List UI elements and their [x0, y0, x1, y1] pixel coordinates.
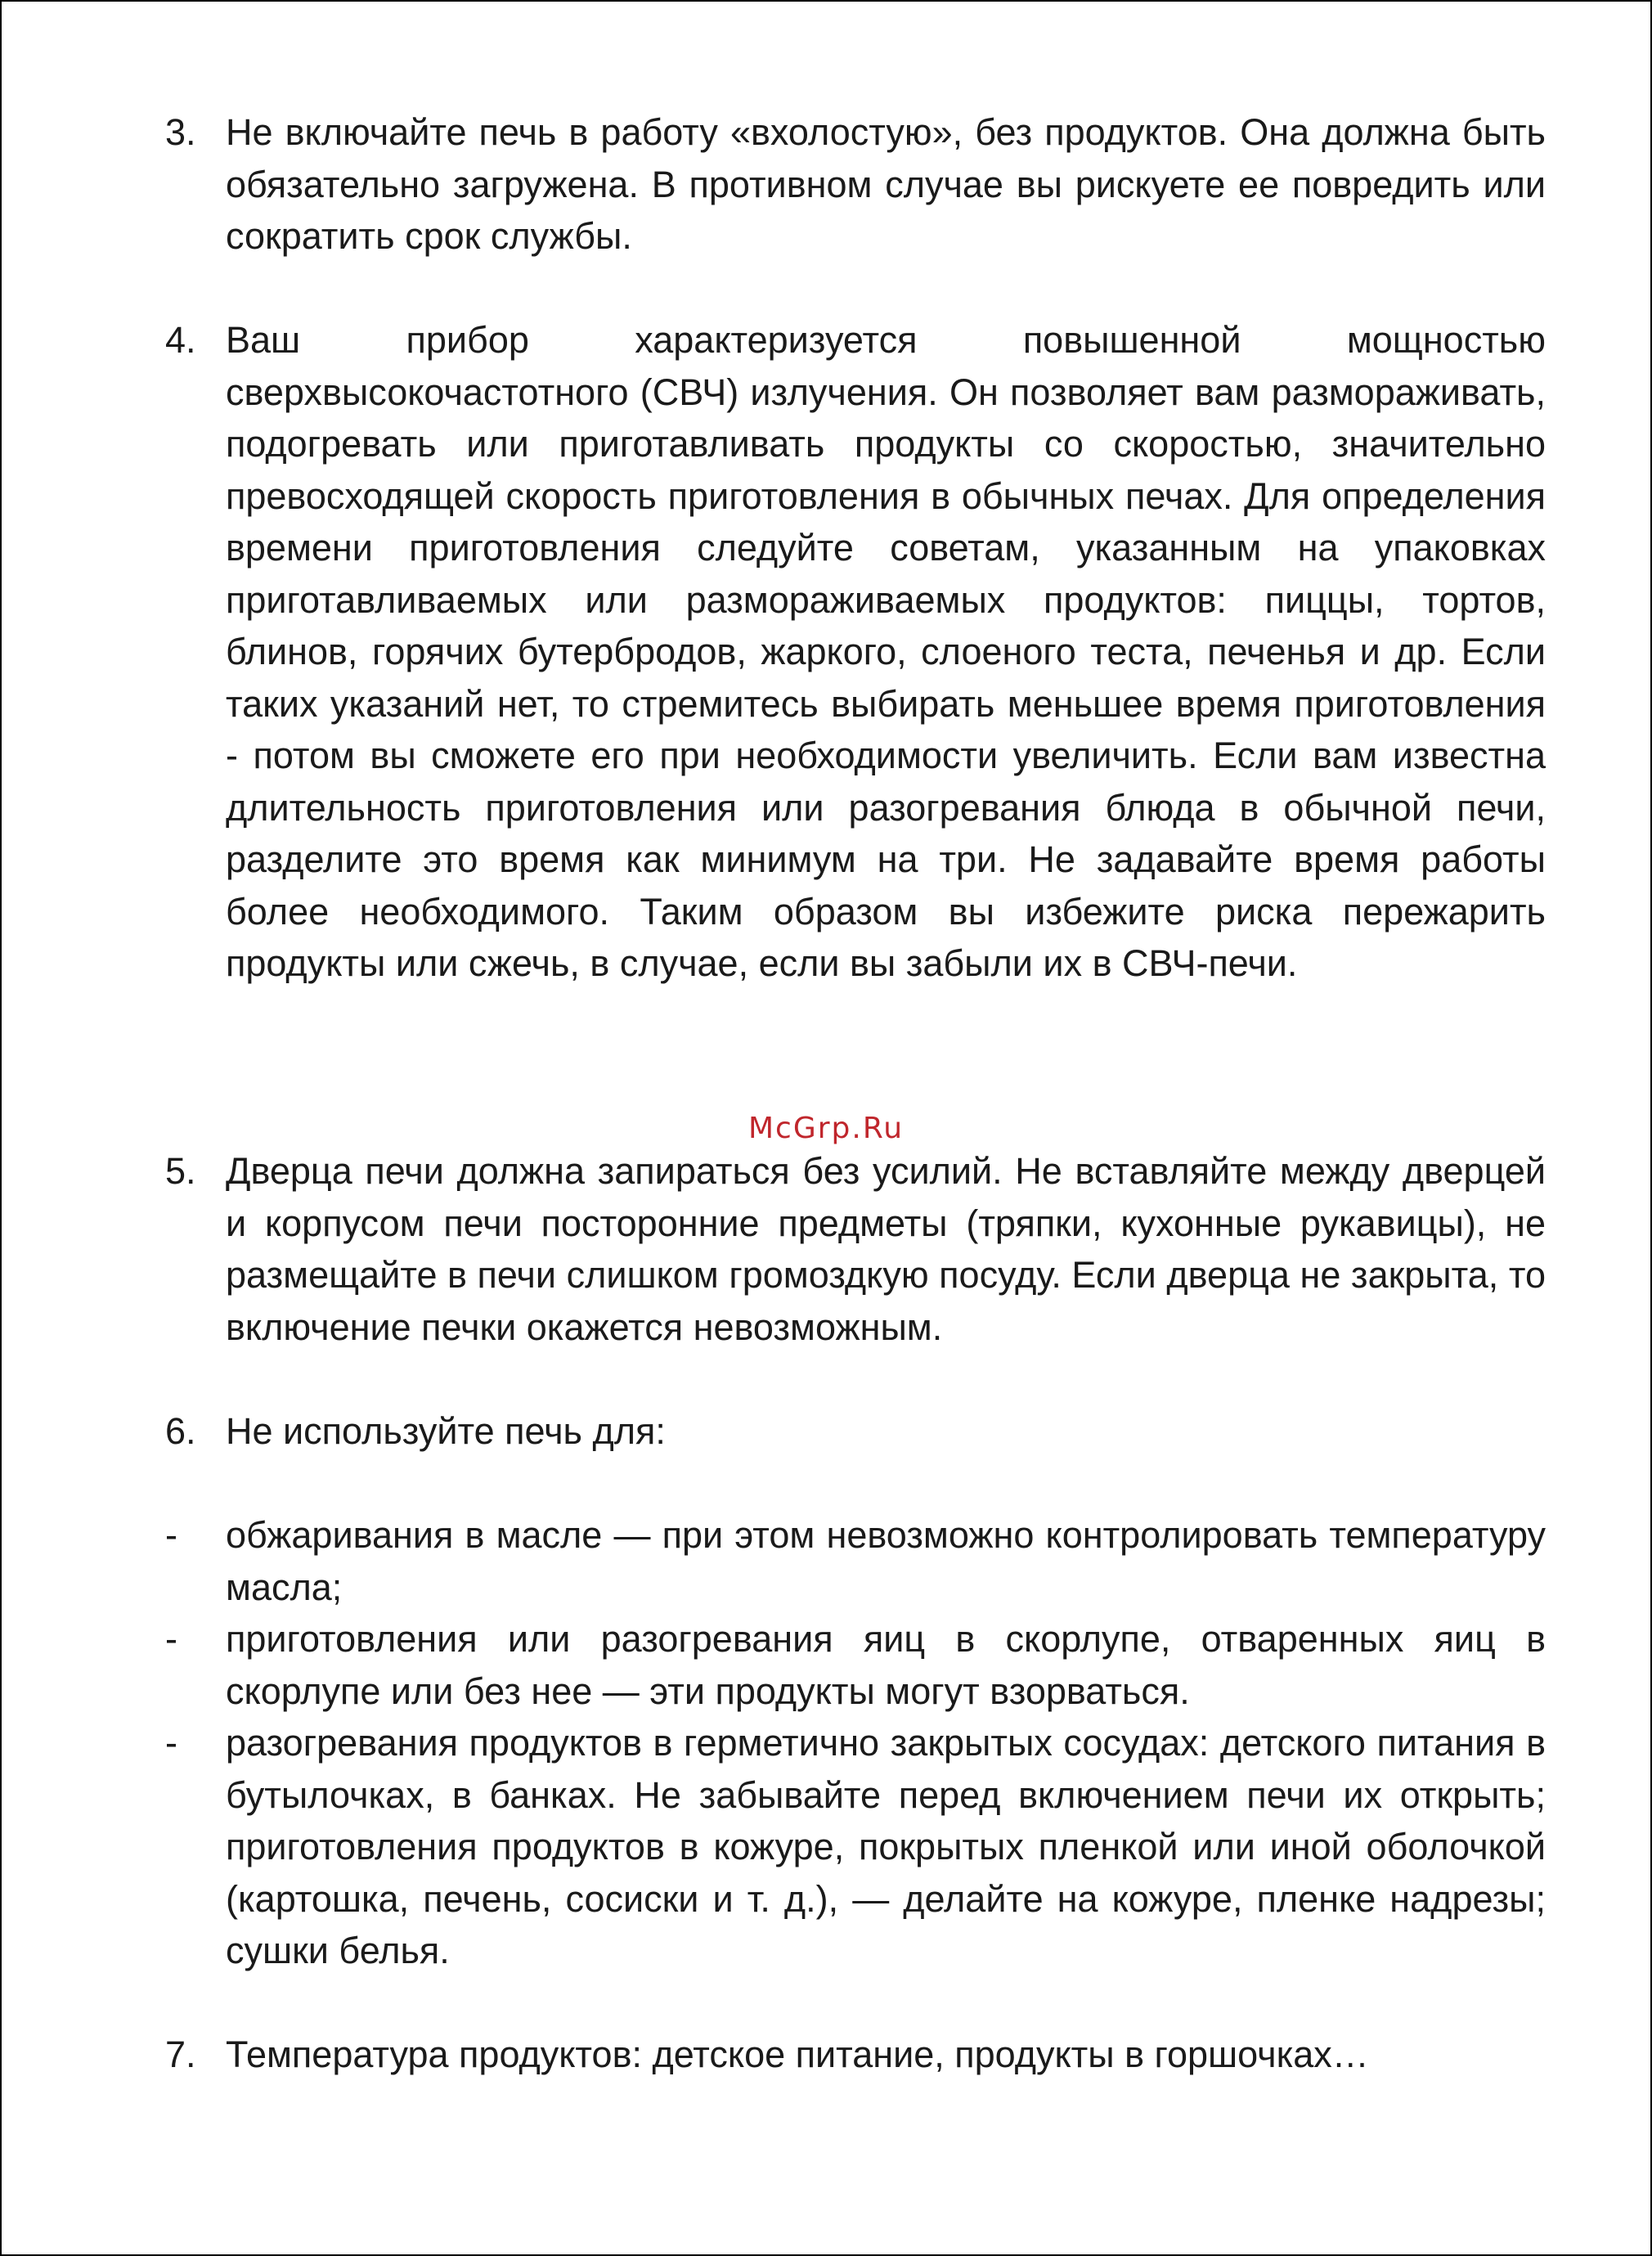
list-number: 7. — [165, 2034, 196, 2075]
list-item-7 — [165, 2029, 1546, 2081]
list-item-3 — [165, 106, 1546, 263]
list-item-text: Температура продуктов: детское питание, продукты в горшочках… — [226, 2034, 1369, 2075]
list-number: 5. — [165, 1150, 196, 1192]
list-item-4 — [165, 314, 1546, 990]
bullet-dash: - — [165, 1618, 177, 1660]
bullet-dash: - — [165, 1722, 177, 1764]
bullet-item-text: приготовления или разогревания яиц в скорлупе, отваренных яиц в скорлупе или без нее — эти продукты могут взорваться. — [226, 1618, 1546, 1712]
list-number: 4. — [165, 319, 196, 361]
list-item-text: Ваш прибор характеризуется повышенной мощностью сверхвысокочастотного (СВЧ) излучения. Он позволяет вам размораживать, подогревать или приготавливать продукты со скоростью, значительно превосходящей скорость приготовления в обычных печах. Для определения времени приготовления следуйте советам, указанным на упаковках приготавливаемых или размораживаемых продуктов: пиццы, тортов, блинов, горячих бутербродов, жаркого, слоеного теста, печенья и др. Если таких указаний нет, то стремитесь выбирать меньшее время приготовления - потом вы сможете его при необходимости увеличить. Если вам известна длительность приготовления или разогревания блюда в обычной печи, разделите это время как минимум на три. Не задавайте время работы более необходимого. Таким образом вы избежите риска пережарить продукты или сжечь, в случае, если вы забыли их в СВЧ-печи. — [226, 319, 1546, 984]
bullet-item-text: разогревания продуктов в герметично закрытых сосудах: детского питания в бутылочках, в банках. Не забывайте перед включением печи их открыть; приготовления продуктов в кожуре, покрытых пленкой или иной оболочкой (картошка, печень, сосиски и т. д.), — делайте на кожуре, пленке надрезы; сушки белья. — [226, 1722, 1546, 1971]
list-number: 3. — [165, 111, 196, 153]
bullet-item-eggs — [165, 1613, 1546, 1717]
list-item-text: Не включайте печь в работу «вхолостую», без продуктов. Она должна быть обязательно загружена. В противном случае вы рискуете ее повредить или сократить срок службы. — [226, 111, 1546, 257]
list-number: 6. — [165, 1410, 196, 1452]
list-item-5 — [165, 1145, 1546, 1353]
bullet-item-text: обжаривания в масле — при этом невозможно контролировать температуру масла; — [226, 1514, 1546, 1608]
list-item-text: Дверца печи должна запираться без усилий. Не вставляйте между дверцей и корпусом печи посторонние предметы (тряпки, кухонные рукавицы), не размещайте в печи слишком громоздкую посуду. Если дверца не закрыта, то включение печки окажется невозможным. — [226, 1150, 1546, 1348]
watermark: McGrp.Ru — [747, 1112, 905, 1145]
list-item-6 — [165, 1405, 1546, 1458]
bullet-item-sealed — [165, 1717, 1546, 1977]
bullet-item-frying — [165, 1509, 1546, 1613]
bullet-dash: - — [165, 1514, 177, 1556]
list-item-text: Не используйте печь для: — [226, 1410, 666, 1452]
